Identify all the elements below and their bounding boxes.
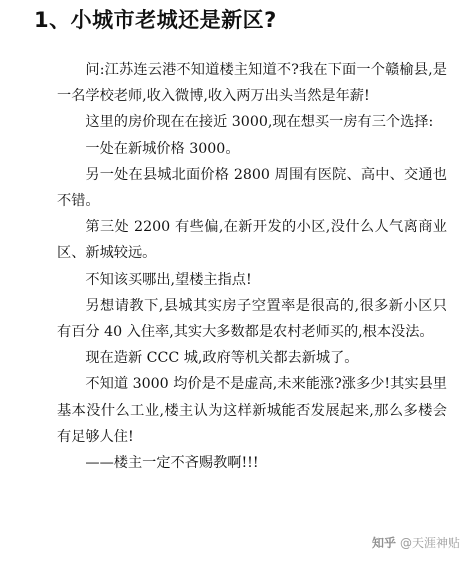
paragraph-option-three: 第三处 2200 有些偏,在新开发的小区,没什么人气离商业区、新城较远。 [57, 219, 447, 262]
paragraph-new-city: 现在造新 CCC 城,政府等机关都去新城了。 [85, 350, 359, 367]
paragraph-option-one: 一处在新城价格 3000。 [85, 140, 240, 157]
paragraph-ask-advice: 不知该买哪出,望楼主指点! [85, 271, 252, 288]
zhihu-watermark [372, 534, 460, 551]
paragraph-option-two: 另一处在县城北面价格 2800 周围有医院、高中、交通也不错。 [57, 166, 447, 210]
section-heading: 1、小城市老城还是新区? [34, 8, 277, 32]
paragraph-vacancy: 另想请教下,县城其实房子空置率是很高的,很多新小区只有百分 40 入住率,其实大多数都是农村老师买的,根本没法。 [57, 297, 447, 341]
paragraph-price-question: 不知道 3000 均价是不是虚高,未来能涨?涨多少!其实县里基本没什么工业,楼主认为这样新城能否发展起来,那么多楼会有足够人住! [57, 376, 447, 445]
watermark-author: @天涯神贴 [399, 536, 460, 550]
watermark-brand: 知乎 [371, 536, 396, 550]
paragraph-price-options: 这里的房价现在在接近 3000,现在想买一房有三个选择: [85, 114, 434, 131]
paragraph-closing: ——楼主一定不吝赐教啊!!! [85, 455, 259, 472]
question-body [57, 57, 447, 476]
paragraph-question-intro: 问:江苏连云港不知道楼主知道不?我在下面一个赣榆县,是一名学校老师,收入微博,收入两万出头当然是年薪! [57, 62, 447, 105]
